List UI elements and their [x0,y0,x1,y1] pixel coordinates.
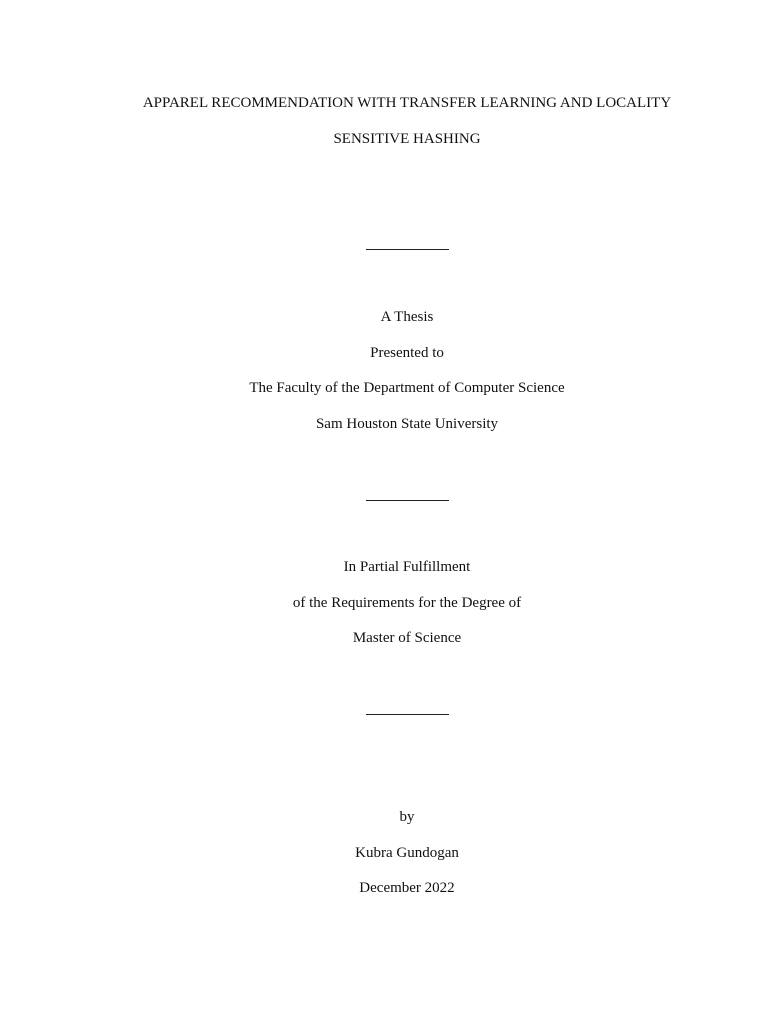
faculty-name: The Faculty of the Department of Computer Science [249,380,565,396]
presented-to-label: Presented to [370,345,444,361]
thesis-title-line-2: SENSITIVE HASHING [333,131,481,147]
section-divider [366,249,449,250]
document-type: A Thesis [380,309,434,325]
thesis-title-line-1: APPAREL RECOMMENDATION WITH TRANSFER LEARNING AND LOCALITY [142,95,672,111]
author-name: Kubra Gundogan [355,845,459,861]
by-label: by [399,809,415,825]
university-name: Sam Houston State University [315,416,499,432]
fulfillment-statement: In Partial Fulfillment [343,559,471,575]
submission-date: December 2022 [359,880,455,896]
section-divider [366,500,449,501]
section-divider [366,714,449,715]
degree-name: Master of Science [352,630,462,646]
requirements-statement: of the Requirements for the Degree of [292,595,522,611]
